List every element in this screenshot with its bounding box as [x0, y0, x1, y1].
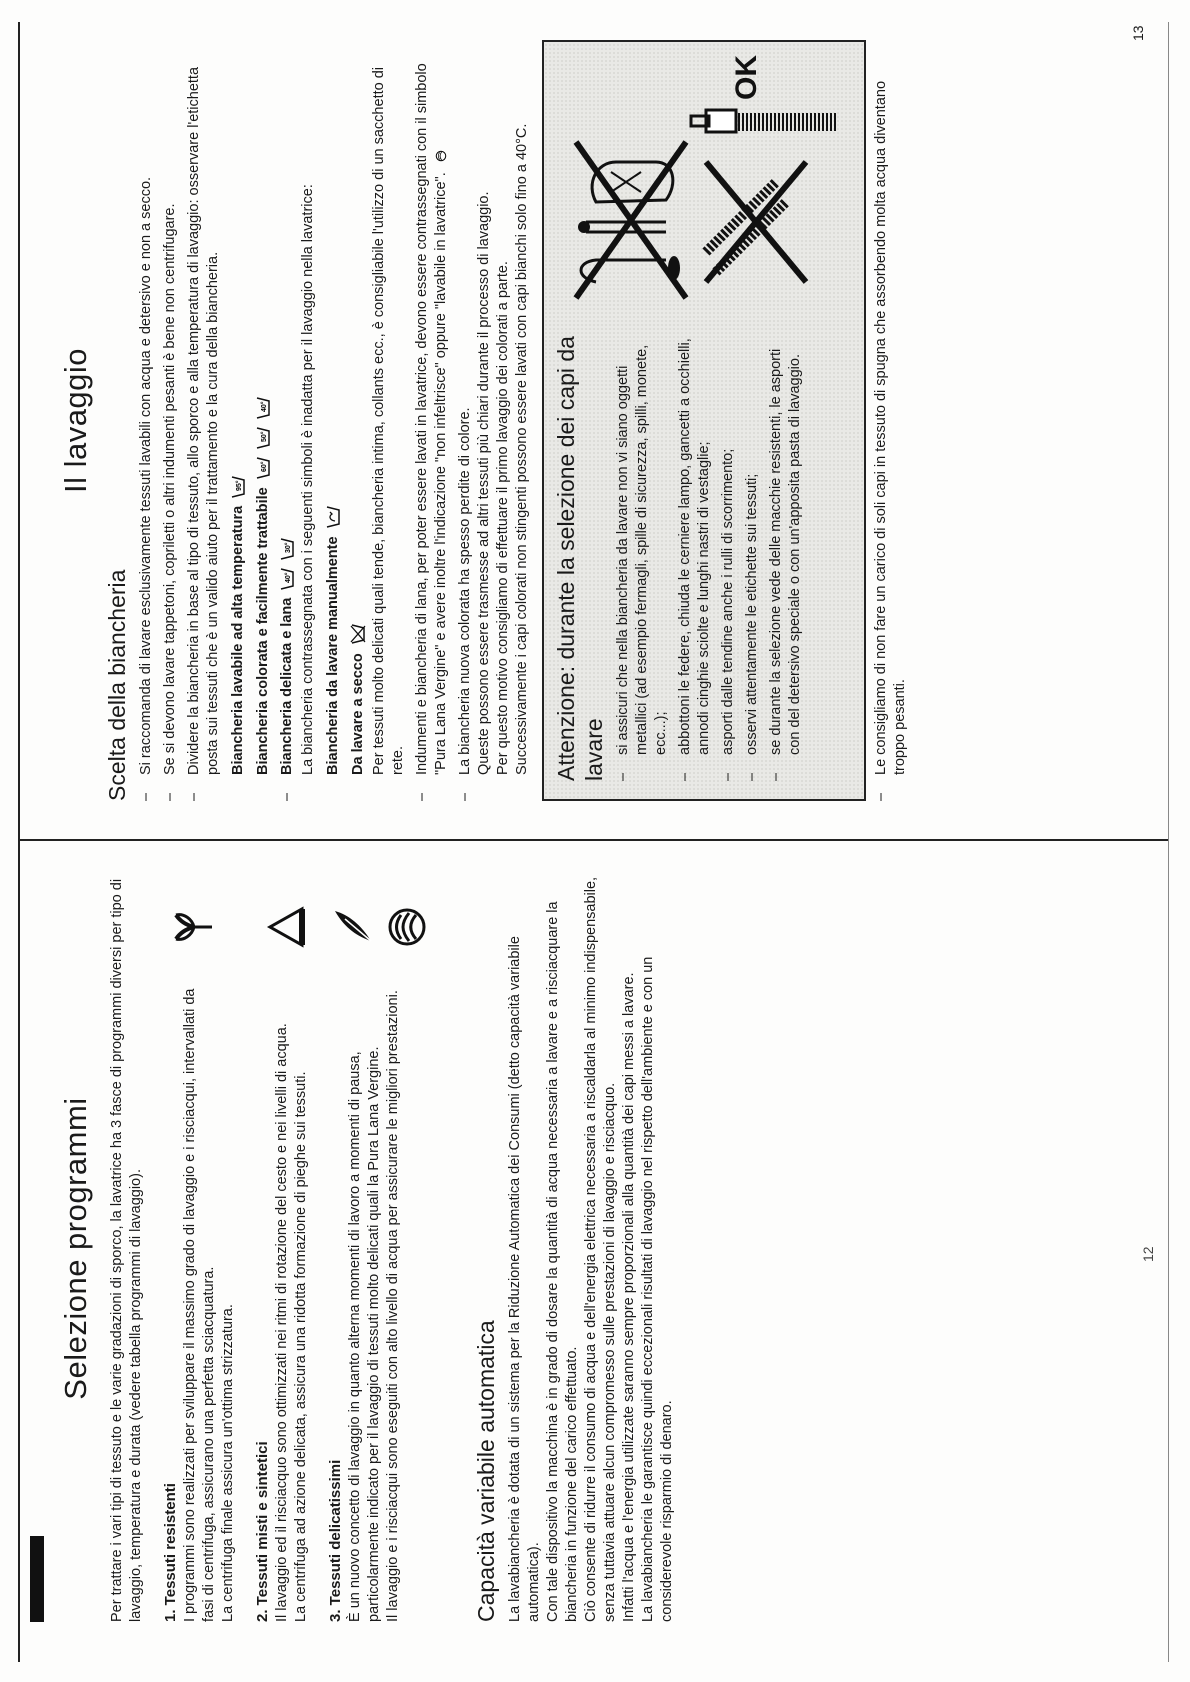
list-item: – Le consigliamo di non fare un carico di soli capi in tessuto di spugna che assorbendo molta acqua diventano troppo pesanti. [872, 40, 910, 801]
temp-label: 40° [261, 401, 269, 413]
capacity-paragraph: La lavabiancheria è dotata di un sistema per la Riduzione Automatica dei Consumi (detto capacità variabile automatica). [507, 936, 542, 1622]
attention-title: Attenzione: durante la selezione dei capi da lavare [553, 336, 607, 781]
left-page [0, 841, 1190, 1682]
list-item-text: Indumenti e biancheria di lana, per poter essere lavati in lavatrice, devono essere contrassegnati con il simbolo "Pura Lana Vergine" e avere inoltre l'indicazione "non infeltrisce" oppure "lavabile in lavatrice". [414, 63, 449, 775]
capacity-paragraph: Infatti l'acqua e l'energia utilizzate saranno sempre proporzionali alla quantità dei capi messi a lavare. [621, 972, 637, 1622]
program-heading: 2. Tessuti misti e sintetici [254, 1441, 271, 1622]
feather-icon [331, 905, 375, 949]
page-number-left: 12 [1140, 1246, 1156, 1262]
list-item-text: Successivamente i capi colorati non stingenti possono essere lavati con capi bianchi solo fino a 40°C. [514, 123, 530, 775]
capacity-paragraph: Con tale dispositivo la macchina è in grado di dosare la quantità di acqua necessaria a lavare e a risciacquare la biancheria in funzione del carico effettuato. [545, 901, 580, 1622]
page-title: Il lavaggio [58, 347, 93, 494]
cotton-flower-icon [172, 905, 216, 949]
list-item: – Se si devono lavare tappetoni, copriletti o altri indumenti pesanti è bene non centrifugare. [161, 40, 180, 801]
closed-zipper-drawing [691, 55, 836, 132]
list-item [185, 40, 273, 801]
list-item-text: Per tessuti molto delicati quali tende, biancheria intima, collants ecc., è consigliabile l'utilizzo di un sacchetto di rete. [371, 66, 406, 775]
wool-mark-icon [385, 905, 429, 949]
program-text: Il lavaggio e i risciacqui sono eseguiti con alto livello di acqua per assicurare le migliori prestazioni. [385, 990, 401, 1622]
tub-40-icon [279, 568, 295, 590]
triangle-icon [264, 905, 308, 949]
list-item: – Si raccomanda di lavare esclusivamente tessuti lavabili con acqua e detersivo e non a secco. [137, 40, 156, 801]
category-colored [254, 40, 273, 775]
category-label: Biancheria delicata e lana [279, 597, 295, 775]
program-text: È un nuovo concetto di lavaggio in quanto alterna momenti di lavoro a momenti di pausa, particolarmente indicato per il lavaggio di tessuti molto delicati quali la Pura Lana Vergine. [347, 1046, 382, 1622]
intro-paragraph: Per trattare i vari tipi di tessuto e le varie gradazioni di sporco, la lavatrice ha 3 fasce di programmi diversi per tipo di lavaggio, temperatura e durata (vedere tabella programmi di lavaggio). [109, 878, 144, 1622]
category-label: Da lavare a secco [350, 653, 366, 775]
ok-label: OK [730, 55, 763, 100]
tub-95-icon [230, 476, 246, 498]
open-zipper-drawing [706, 162, 806, 282]
list-item: – abbottoni le federe, chiuda le cerniere lampo, gancetti a occhielli, annodi cinghie sciolte e lunghi nastri di vestaglie; [676, 322, 714, 781]
capacity-section [473, 875, 677, 1622]
list-item: – si assicuri che nella biancheria da lavare non vi siano oggetti metallici (ad esempio fermagli, spille di sicurezza, spilli, monete, ecc...); [614, 322, 671, 781]
program-block-resistant [162, 875, 238, 1622]
capacity-paragraph: La lavabiancheria le garantisce quindi eccezionali risultati di lavaggio nel rispetto dell'ambiente e con un considerevole risparmio di denaro. [640, 956, 675, 1622]
program-text: Il lavaggio ed il risciacquo sono ottimizzati nei ritmi di rotazione del cesto e nei livelli di acqua. [274, 1023, 290, 1622]
program-text: La centrifuga finale assicura un'ottima strizzatura. [220, 1304, 236, 1622]
capacity-title: Capacità variabile automatica [473, 1320, 499, 1622]
list-item: – se durante la selezione vede delle macchie resistenti, le asporti con del detersivo speciale o con un'apposita pasta di lavaggio. [767, 322, 805, 781]
wool-mark-icon [433, 148, 449, 164]
category-dry-clean [349, 40, 368, 775]
category-high-temp [229, 40, 248, 775]
category-hand-wash [324, 40, 343, 775]
metal-objects-drawing [576, 142, 686, 298]
attention-list [614, 322, 805, 781]
program-block-synthetic [254, 875, 311, 1622]
category-label: Biancheria lavabile ad alta temperatura [230, 505, 246, 775]
tub-60-icon [255, 457, 271, 479]
dry-clean-crossed-icon [350, 623, 366, 645]
list-item [413, 40, 451, 801]
capacity-paragraph: Ciò consente di ridurre il consumo di acqua e dell'energia elettrica necessaria a riscaldarla al minimo indispensabile, senza tuttavia attuare alcun compromesso sulle prestazioni di lavaggio e risciacquo. [583, 876, 618, 1622]
list-item-text: Per questo motivo consigliamo di effettuare il primo lavaggio dei colorati a parte. [495, 261, 511, 775]
attention-box [542, 40, 866, 801]
tub-30-icon [279, 538, 295, 560]
page-number: 13 [1130, 25, 1146, 41]
laundry-selection-list [137, 40, 532, 801]
temp-label: 50° [261, 431, 269, 443]
list-item-text: Queste possono essere trasmesse ad altri tessuti più chiari durante il processo di lavaggio. [476, 191, 492, 775]
list-item [456, 40, 532, 801]
tub-40-icon [255, 397, 271, 419]
category-label: Biancheria colorata e facilmente trattabile [255, 487, 271, 775]
title-decoration-bar [30, 1536, 44, 1622]
temp-label: 30° [285, 542, 293, 553]
temp-label: 95° [236, 480, 244, 491]
clothing-fasteners-illustration [556, 52, 846, 312]
temp-label: 40° [285, 572, 293, 583]
list-item: – asporti dalle tendine anche i rulli di scorrimento; [719, 322, 738, 781]
program-heading: 1. Tessuti resistenti [162, 1483, 179, 1622]
section-title: Scelta della biancheria [104, 569, 130, 801]
program-block-delicate [327, 875, 403, 1622]
list-item: – osservi attentamente le etichette sui tessuti; [743, 322, 762, 781]
hand-wash-icon [325, 506, 341, 528]
final-note-list [872, 40, 910, 801]
tub-50-icon [255, 427, 271, 449]
list-item-text: La biancheria contrassegnata con i seguenti simboli è inadatta per il lavaggio nella lavatrice: [300, 184, 316, 775]
category-label: Biancheria da lavare manualmente [325, 536, 341, 775]
temp-label: 60° [261, 461, 269, 473]
program-text: La centrifuga ad azione delicata, assicura una ridotta formazione di pieghe sui tessuti. [293, 1071, 309, 1622]
list-item-text: – La biancheria nuova colorata ha spesso perdite di colore. [457, 407, 473, 775]
list-item-text: Dividere la biancheria in base al tipo di tessuto, allo sporco e alla temperatura di lavaggio: osservare l'etichetta posta sui tessuti che è un valido aiuto per il trattamento e la cura della biancheria. [186, 66, 221, 775]
page-title: Selezione programmi [58, 1097, 93, 1400]
program-text: I programmi sono realizzati per sviluppare il massimo grado di lavaggio e i risciacqui, intervallati da fasi di centrifuga, assicurano una perfetta sciacquatura. [182, 988, 217, 1622]
category-delicate [278, 40, 297, 775]
program-heading: 3. Tessuti delicatissimi [327, 1459, 344, 1622]
list-item [278, 40, 408, 801]
